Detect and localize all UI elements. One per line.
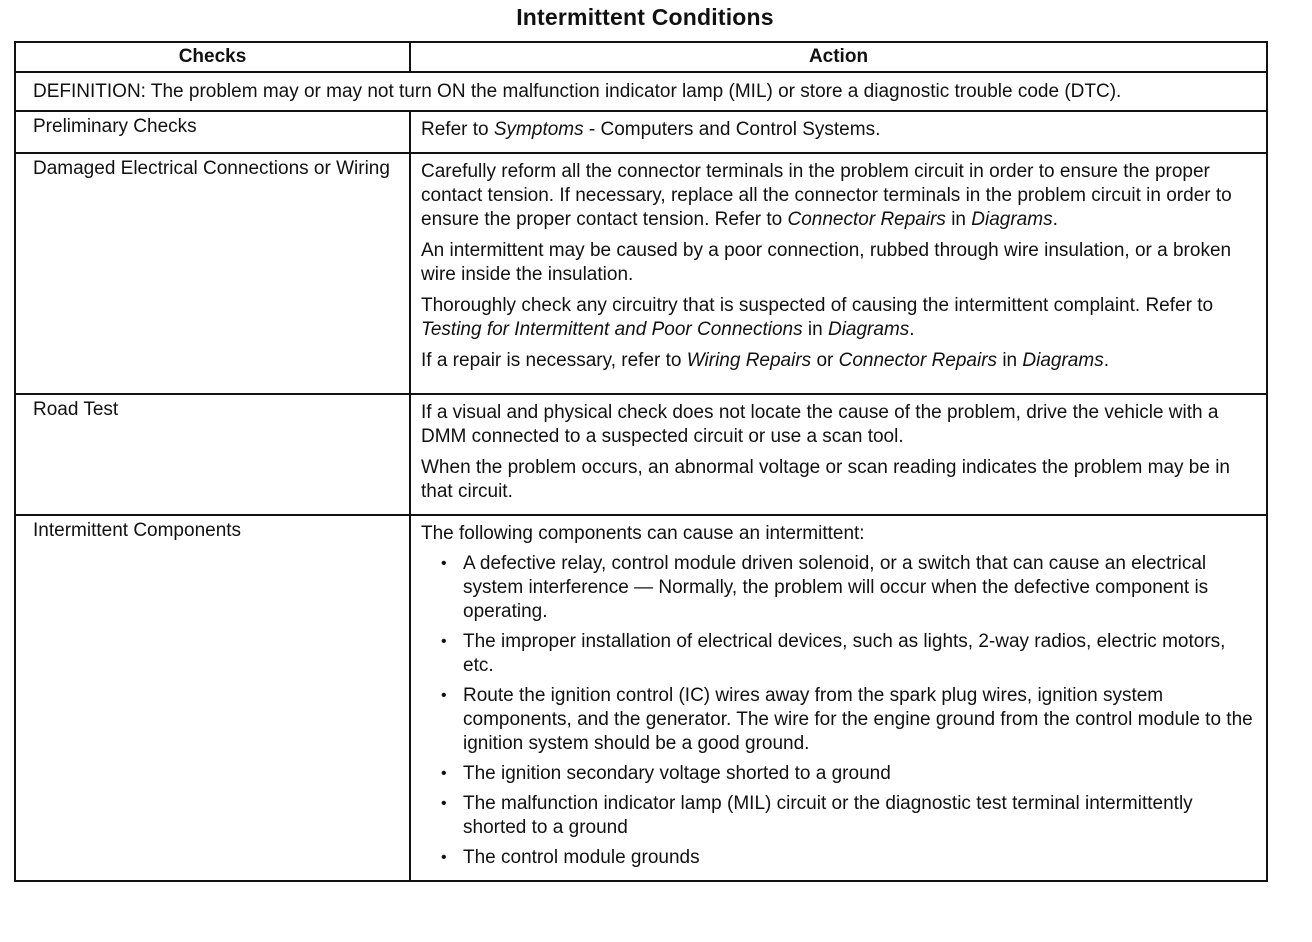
action-paragraph: If a visual and physical check does not locate the cause of the problem, drive the vehicle with a DMM connected to a suspected circuit or use a scan tool. [421,402,1219,447]
table-row [15,515,1267,881]
list-item-text: Route the ignition control (IC) wires away from the spark plug wires, ignition system components, and the generator. The wire for the engine ground from the control module to the ignition system should be a good ground. [463,685,1253,754]
check-cell: Intermittent Components [15,515,410,881]
check-cell: Preliminary Checks [15,111,410,153]
action-text: in [802,319,828,340]
reference-diagrams: Diagrams [1022,350,1104,371]
list-item-text: The improper installation of electrical devices, such as lights, 2-way radios, electric motors, etc. [463,631,1226,676]
action-text: or [811,350,839,371]
action-text: Thoroughly check any circuitry that is suspected of causing the intermittent complaint. Refer to [421,295,1214,316]
action-text: Refer to [421,119,494,140]
page-title: Intermittent Conditions [516,4,774,30]
action-cell [410,515,1267,881]
action-text: . [1103,350,1109,371]
list-item-text: A defective relay, control module driven solenoid, or a switch that can cause an electrical system interference — Normally, the problem will occur when the defective component is operating. [463,553,1209,622]
table-row [15,153,1267,394]
list-item-text: The control module grounds [463,847,700,868]
action-paragraph [421,160,1254,232]
action-cell [410,111,1267,153]
list-item [421,684,1254,756]
reference-testing-intermittent: Testing for Intermittent and Poor Connections [421,319,803,340]
table-row [15,111,1267,153]
definition-text: DEFINITION: The problem may or may not turn ON the malfunction indicator lamp (MIL) or store a diagnostic trouble code (DTC). [15,72,1267,111]
list-item [421,792,1254,840]
reference-symptoms: Symptoms [493,119,584,140]
bullet-icon: • [441,849,447,866]
reference-diagrams: Diagrams [827,319,910,340]
table-row [15,394,1267,515]
list-item [421,762,1254,786]
action-cell [410,394,1267,515]
definition-row [15,72,1267,111]
intermittent-conditions-table [14,41,1268,882]
bullet-icon: • [441,765,447,782]
reference-wiring-repairs: Wiring Repairs [686,350,812,371]
reference-connector-repairs: Connector Repairs [787,209,946,230]
action-text: - Computers and Control Systems. [583,119,881,140]
reference-diagrams: Diagrams [971,209,1053,230]
list-item-text: The ignition secondary voltage shorted to a ground [463,763,891,784]
bullet-icon: • [441,795,447,812]
action-paragraph [421,349,1254,383]
check-cell: Damaged Electrical Connections or Wiring [15,153,410,394]
list-item-text: The malfunction indicator lamp (MIL) circuit or the diagnostic test terminal intermittently shorted to a ground [463,793,1193,838]
action-text: in [997,350,1023,371]
list-item [421,552,1254,624]
bullet-icon: • [441,633,447,650]
action-paragraph [421,294,1254,342]
check-cell: Road Test [15,394,410,515]
bullet-icon: • [441,555,447,572]
action-paragraph: An intermittent may be caused by a poor connection, rubbed through wire insulation, or a broken wire inside the insulation. [421,240,1232,285]
action-header: Action [410,42,1267,72]
action-cell [410,153,1267,394]
list-item [421,630,1254,678]
action-text: in [945,209,972,230]
action-text: . [909,319,915,340]
action-paragraph: The following components can cause an intermittent: [421,523,865,544]
checks-header: Checks [15,42,410,72]
header-row [15,42,1267,72]
action-text: Carefully reform all the connector terminals in the problem circuit in order to ensure the proper contact tension. If necessary, replace all the connector terminals in the problem circuit in order to ensure the proper contact tension. Refer to [421,161,1232,230]
action-text: If a repair is necessary, refer to [421,350,687,371]
action-text: . [1052,209,1058,230]
list-item [421,846,1254,870]
reference-connector-repairs: Connector Repairs [838,350,998,371]
action-paragraph: When the problem occurs, an abnormal voltage or scan reading indicates the problem may be in that circuit. [421,457,1230,502]
component-list [421,552,1254,870]
bullet-icon: • [441,687,447,704]
